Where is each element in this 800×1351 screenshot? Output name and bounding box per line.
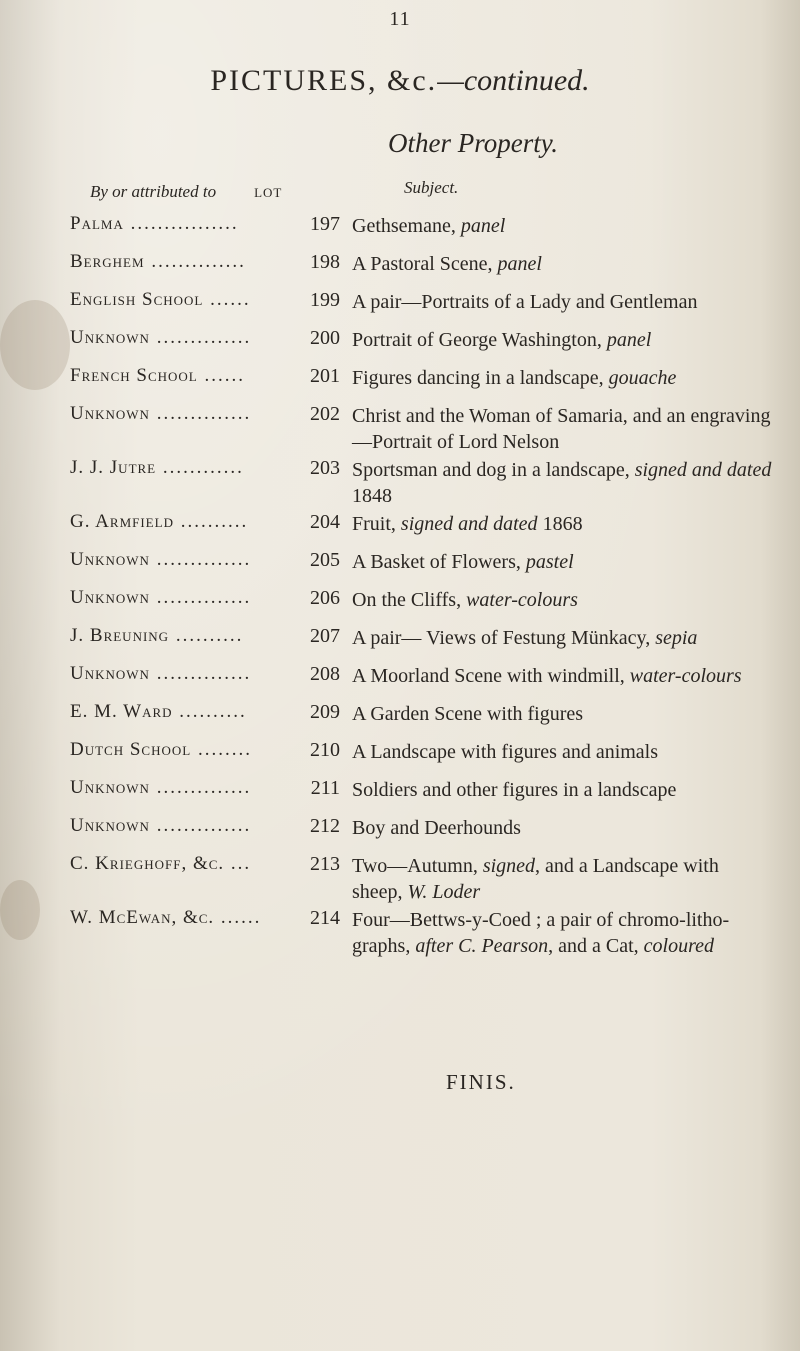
column-header-subject: Subject. <box>404 178 459 197</box>
lot-number: 213 <box>310 853 340 875</box>
lot-leader-dots: ................ <box>123 213 239 234</box>
lot-leader-dots: ............ <box>156 457 244 478</box>
lot-subject-italic: gouache <box>608 367 677 389</box>
lot-subject-text: Fruit, <box>352 513 401 535</box>
lot-subject <box>352 327 772 353</box>
lot-attribution-name: E. M. Ward <box>70 701 173 722</box>
lot-number: 210 <box>310 739 340 761</box>
lot-subject-italic: water-colours <box>629 665 742 687</box>
lot-subject-text: Gethsemane, <box>352 215 461 237</box>
lot-subject-text: Soldiers and other figures in a landscape <box>352 779 677 801</box>
lot-attribution-name: Unknown <box>70 815 150 836</box>
lot-number: 197 <box>310 213 340 235</box>
lot-leader-dots: .............. <box>149 777 252 798</box>
lot-subject <box>352 663 772 689</box>
lot-number: 199 <box>310 289 340 311</box>
lot-subject-italic: sepia <box>655 627 698 649</box>
lot-leader-dots: .............. <box>149 587 252 608</box>
section-heading-continued: —continued. <box>437 64 590 97</box>
lot-subject-italic: panel <box>460 215 506 237</box>
lot-number: 202 <box>310 403 340 425</box>
lot-leader-dots: ...... <box>214 907 262 928</box>
paper-stain <box>0 300 70 390</box>
lot-subject <box>352 625 772 651</box>
section-heading-main: PICTURES, &c. <box>210 64 438 97</box>
lot-subject-italic: signed <box>482 855 536 877</box>
paper-stain <box>0 880 40 940</box>
lot-subject <box>352 213 772 239</box>
lot-subject-italic: panel <box>497 253 542 275</box>
lot-attribution-name: Unknown <box>70 663 150 684</box>
lot-leader-dots: ...... <box>197 365 245 386</box>
lot-number: 209 <box>310 701 340 723</box>
lot-subject-text: Sportsman and dog in a landscape, <box>352 459 635 481</box>
lot-attribution-name: J. J. Jutre <box>70 457 157 478</box>
lot-subject-text: 1848 <box>352 485 392 507</box>
lot-subject <box>352 853 772 905</box>
lot-leader-dots: .......... <box>173 511 249 532</box>
lot-subject-text: A Basket of Flowers, <box>352 551 526 573</box>
lot-subject-italic: signed and dated <box>400 513 538 535</box>
lot-subject-italic: signed and dated <box>634 459 772 481</box>
lot-subject-italic: pastel <box>525 551 574 573</box>
lot-attribution-name: Berghem <box>70 251 145 272</box>
lot-leader-dots: .......... <box>169 625 244 646</box>
lot-number: 214 <box>310 907 340 929</box>
lot-subject-text: , and a Landscape with sheep, <box>352 855 719 903</box>
lot-number: 212 <box>310 815 340 837</box>
lot-attribution-name: English School <box>70 289 204 310</box>
lot-subject-text: Two—Autumn, <box>352 855 483 877</box>
lot-leader-dots: .............. <box>149 663 252 684</box>
lot-subject <box>352 549 772 575</box>
lot-subject-text: , and a Cat, <box>548 935 644 957</box>
lot-subject-italic: water-colours <box>466 589 578 611</box>
lot-leader-dots: .......... <box>172 701 247 722</box>
lot-number: 201 <box>310 365 340 387</box>
column-header-attributed <box>90 182 282 202</box>
lot-subject-text: A Garden Scene with figures <box>352 703 584 725</box>
lot-number: 206 <box>310 587 340 609</box>
lot-subject <box>352 907 772 959</box>
lot-subject <box>352 777 772 803</box>
lot-subject <box>352 739 772 765</box>
lot-subject <box>352 403 772 455</box>
lot-subject <box>352 251 772 277</box>
lot-attribution-name: Unknown <box>70 587 150 608</box>
lot-attribution-name: W. McEwan, &c. <box>70 907 215 928</box>
lot-number: 204 <box>310 511 340 533</box>
lot-subject-text: On the Cliffs, <box>352 589 467 611</box>
lot-attribution-name: C. Krieghoff, &c. <box>70 853 225 874</box>
column-header-lot: LOT <box>254 185 283 200</box>
lot-attribution-name: Unknown <box>70 549 150 570</box>
lot-subject <box>352 815 772 841</box>
finis: FINIS. <box>446 1070 516 1094</box>
lot-subject <box>352 701 772 727</box>
lot-number: 207 <box>310 625 340 647</box>
lot-attribution-name: Palma <box>70 213 124 234</box>
lot-number: 211 <box>310 777 340 799</box>
lot-attribution-name: Unknown <box>70 777 150 798</box>
lot-subject-text: Four—Bettws-y-Coed ; a pair of chromo-litho-graphs, <box>352 909 730 957</box>
lot-leader-dots: .............. <box>144 251 246 272</box>
lot-number: 198 <box>310 251 340 273</box>
lot-subject <box>352 587 772 613</box>
lot-subject-italic: C. Pearson <box>458 935 549 957</box>
lot-leader-dots: ........ <box>191 739 252 760</box>
lot-subject-text: Christ and the Woman of Samaria, and an engraving—Portrait of Lord Nelson <box>352 405 771 453</box>
lot-subject-italic: W. Loder <box>407 881 481 903</box>
lot-subject <box>352 457 772 509</box>
lot-subject-text: A Pastoral Scene, <box>352 253 498 275</box>
lot-leader-dots: .............. <box>149 549 252 570</box>
lot-subject-text: A pair—Portraits of a Lady and Gentleman <box>352 291 698 313</box>
section-heading <box>0 64 800 98</box>
lot-leader-dots: .............. <box>149 815 252 836</box>
lot-number: 205 <box>310 549 340 571</box>
lot-number: 208 <box>310 663 340 685</box>
lot-subject-text: A Moorland Scene with windmill, <box>352 665 630 687</box>
lot-subject <box>352 365 772 391</box>
lot-subject <box>352 289 772 315</box>
lot-leader-dots: .............. <box>149 327 252 348</box>
lot-number: 200 <box>310 327 340 349</box>
lot-subject-text: A Landscape with figures and animals <box>352 741 659 763</box>
lot-subject-text: Boy and Deerhounds <box>352 817 521 839</box>
lot-subject-text: A pair— Views of Festung Münkacy, <box>352 627 656 649</box>
lot-leader-dots: .............. <box>149 403 252 424</box>
page-number: 11 <box>389 8 411 30</box>
lot-subject-italic: panel <box>606 329 652 351</box>
lot-subject-text: Figures dancing in a landscape, <box>352 367 609 389</box>
lot-leader-dots: ...... <box>203 289 251 310</box>
lot-attribution-name: Unknown <box>70 403 150 424</box>
lot-number: 203 <box>310 457 340 479</box>
lot-attribution-name: French School <box>70 365 198 386</box>
lot-attribution-name: G. Armfield <box>70 511 174 532</box>
column-header-attributed-label: By or attributed to <box>90 182 217 201</box>
lot-leader-dots: ... <box>224 853 252 874</box>
lot-subject <box>352 511 772 537</box>
lot-subject-italic: coloured <box>643 935 714 957</box>
lot-attribution-name: J. Breuning <box>70 625 170 646</box>
lot-subject-text: Portrait of George Washington, <box>352 329 607 351</box>
lot-subject-italic: after <box>415 935 454 957</box>
subheading: Other Property. <box>388 128 558 158</box>
lot-attribution-name: Unknown <box>70 327 150 348</box>
lot-subject-text: 1868 <box>537 513 583 535</box>
lot-attribution-name: Dutch School <box>70 739 192 760</box>
